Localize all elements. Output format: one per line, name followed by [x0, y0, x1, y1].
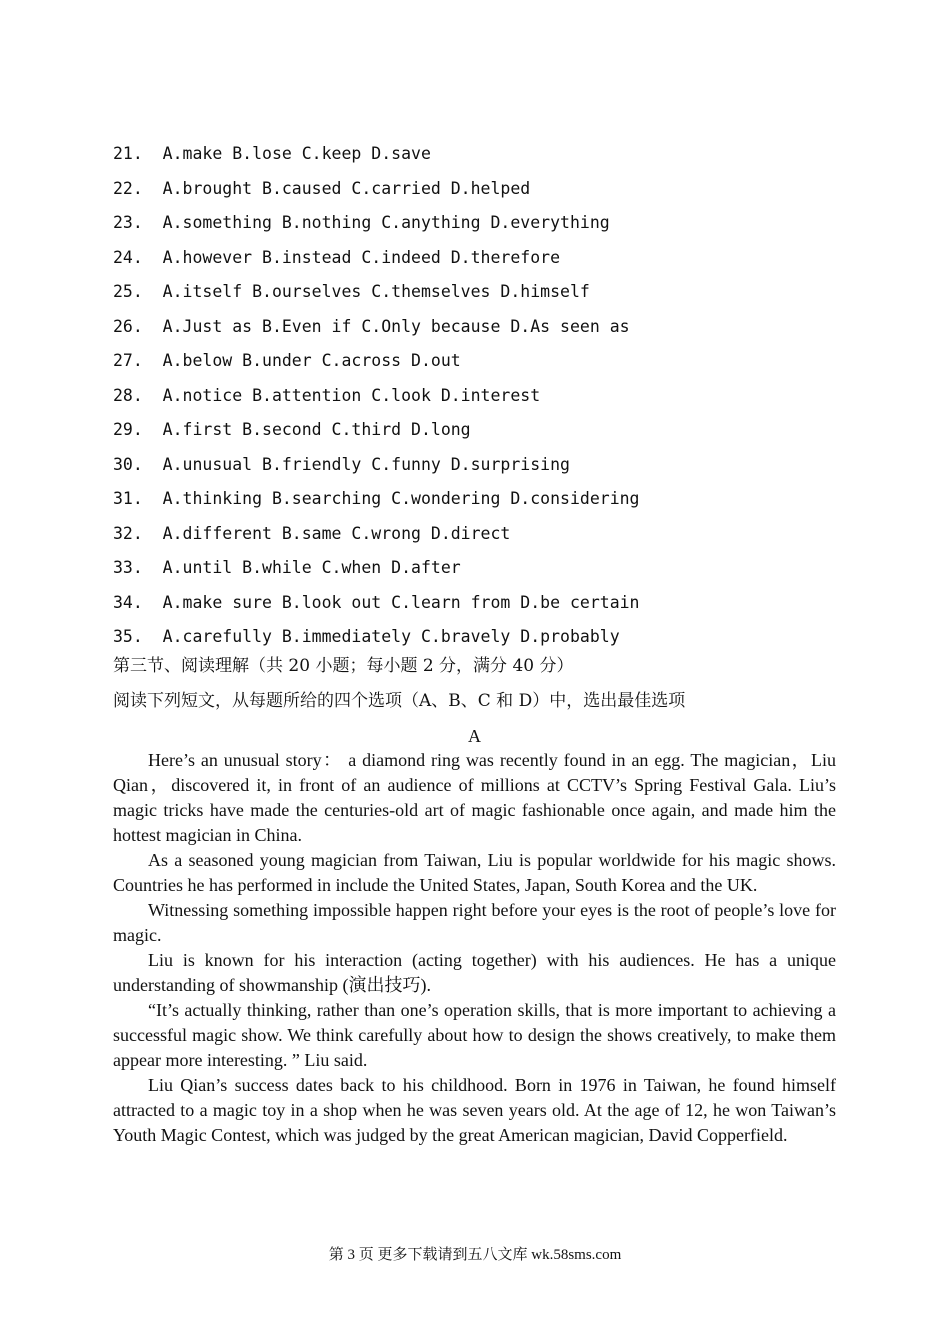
option-line-30: 30. A.unusual B.friendly C.funny D.surprising [113, 454, 570, 474]
passage-paragraph: Witnessing something impossible happen right before your eyes is the root of people’s love for magic. [113, 900, 836, 945]
option-line-26: 26. A.Just as B.Even if C.Only because D.As seen as [113, 316, 630, 336]
option-line-24: 24. A.however B.instead C.indeed D.therefore [113, 247, 561, 267]
option-line-28: 28. A.notice B.attention C.look D.interest [113, 385, 541, 405]
section-instruction: 阅读下列短文，从每题所给的四个选项（A、B、C 和 D）中，选出最佳选项 [113, 691, 686, 711]
section-heading: 第三节、阅读理解（共 20 小题；每小题 2 分，满分 40 分） [113, 656, 574, 676]
option-line-29: 29. A.first B.second C.third D.long [113, 420, 471, 439]
option-line-31: 31. A.thinking B.searching C.wondering D.considering [113, 489, 640, 508]
option-line-32: 32. A.different B.same C.wrong D.direct [113, 523, 511, 543]
option-line-21: 21. A.make B.lose C.keep D.save [113, 144, 431, 163]
option-line-23: 23. A.something B.nothing C.anything D.everything [113, 213, 610, 232]
option-line-27: 27. A.below B.under C.across D.out [113, 351, 461, 370]
passage-label: A [468, 726, 481, 746]
option-line-33: 33. A.until B.while C.when D.after [113, 558, 461, 577]
passage-paragraph: Liu is known for his interaction (acting together) with his audiences. He has a unique understanding of showmanship (演出技巧). [113, 950, 836, 995]
passage-body [113, 748, 836, 1148]
option-line-25: 25. A.itself B.ourselves C.themselves D.himself [113, 282, 590, 301]
option-line-35: 35. A.carefully B.immediately C.bravely D.probably [113, 627, 620, 646]
option-line-22: 22. A.brought B.caused C.carried D.helped [113, 178, 531, 198]
passage-paragraph: Liu Qian’s success dates back to his childhood. Born in 1976 in Taiwan, he found himself attracted to a magic toy in a shop when he was seven years old. At the age of 12, he won Taiwan’s Youth Magic Contest, which was judged by the great American magician, David Copperfield. [113, 1075, 836, 1145]
passage-paragraph: As a seasoned young magician from Taiwan, Liu is popular worldwide for his magic shows. Countries he has performed in include the United States, Japan, South Korea and the UK. [113, 850, 836, 895]
passage-paragraph: Here’s an unusual story： a diamond ring was recently found in an egg. The magician，Liu Qian，discovered it, in front of an audience of millions at CCTV’s Spring Festival Gala. Liu’s magic tricks have made the centuries-old art of magic fashionable once again, and made him the hottest magician in China. [113, 750, 836, 845]
page-footer: 第 3 页 更多下载请到五八文库 wk.58sms.com [328, 1247, 622, 1263]
passage-paragraph: “It’s actually thinking, rather than one’s operation skills, that is more important to achieving a successful magic show. We think carefully about how to design the shows creatively, to make them appear more interesting. ” Liu said. [113, 1000, 836, 1070]
answer-options-list [113, 137, 833, 655]
option-line-34: 34. A.make sure B.look out C.learn from D.be certain [113, 592, 640, 612]
